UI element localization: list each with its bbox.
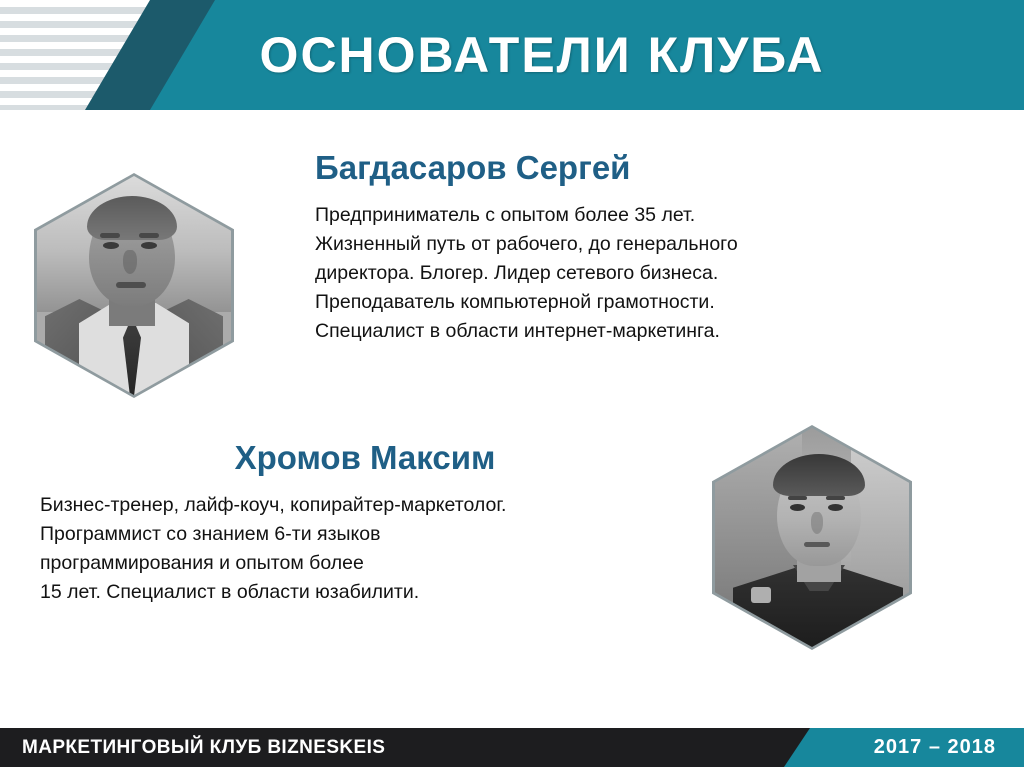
footer-years: 2017 – 2018 bbox=[873, 736, 996, 758]
founder-2-description-line: Программист со знанием 6-ти языков bbox=[40, 523, 381, 545]
founder-2-description-line: Бизнес-тренер, лайф-коуч, копирайтер-маркетолог. bbox=[40, 494, 507, 516]
slide-header bbox=[0, 0, 1024, 110]
founder-2-description-line: программирования и опытом более bbox=[40, 552, 364, 574]
founder-1-description-line: Преподаватель компьютерной грамотности. bbox=[315, 291, 715, 313]
founder-2-name: Хромов Максим bbox=[234, 439, 496, 476]
portrait-image-2 bbox=[715, 428, 909, 647]
founder-2-info bbox=[40, 439, 700, 607]
founder-2-description-line: 15 лет. Специалист в области юзабилити. bbox=[40, 581, 420, 603]
founder-1-name: Багдасаров Сергей bbox=[315, 149, 631, 186]
founder-2-photo bbox=[712, 425, 912, 650]
slide-content bbox=[0, 113, 1024, 728]
founder-1-description-line: директора. Блогер. Лидер сетевого бизнеса. bbox=[315, 262, 719, 284]
founder-1-photo bbox=[34, 173, 234, 398]
founder-1-info bbox=[315, 149, 935, 346]
footer-club-name: МАРКЕТИНГОВЫЙ КЛУБ BIZNESKEIS bbox=[22, 736, 386, 758]
founder-1-description-line: Жизненный путь от рабочего, до генерального bbox=[315, 233, 738, 255]
founder-2-description bbox=[40, 491, 700, 607]
founder-1-description bbox=[315, 201, 935, 346]
founder-1-description-line: Предприниматель с опытом более 35 лет. bbox=[315, 204, 696, 226]
portrait-image-1 bbox=[37, 176, 231, 395]
page-title: ОСНОВАТЕЛИ КЛУБА bbox=[259, 27, 825, 83]
founder-1-description-line: Специалист в области интернет-маркетинга. bbox=[315, 320, 720, 342]
slide-footer bbox=[0, 728, 1024, 767]
